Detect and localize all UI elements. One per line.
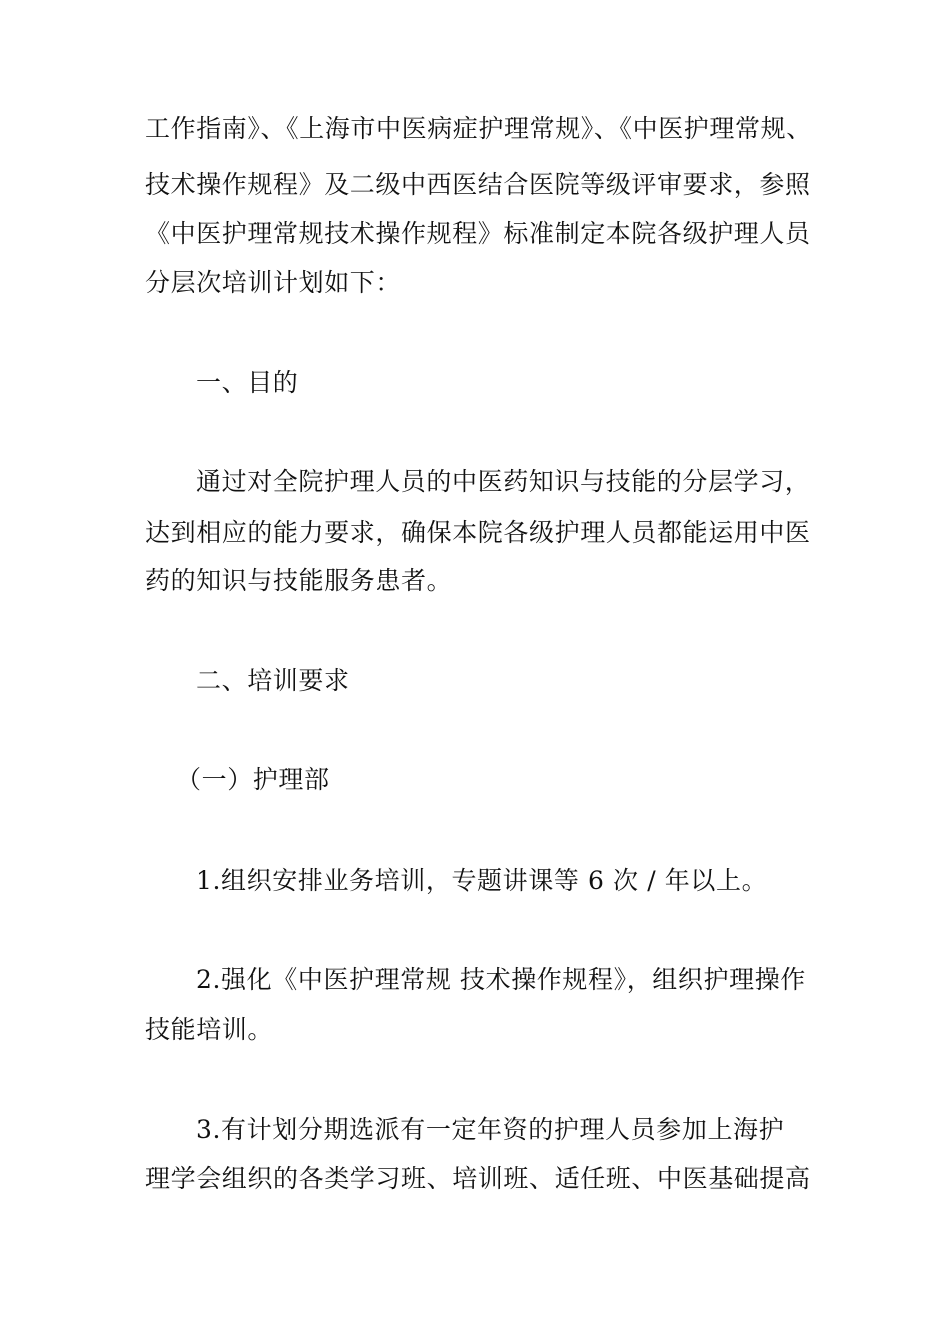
item-3-line-1: 3.有计划分期选派有一定年资的护理人员参加上海护 (196, 1115, 785, 1144)
intro-line-4: 分层次培训计划如下： (145, 268, 402, 297)
item-2-line-1: 2.强化《中医护理常规 技术操作规程》，组织护理操作 (196, 965, 806, 994)
subsection-heading-nursing-dept: （一）护理部 (176, 765, 330, 794)
item-3-line-2: 理学会组织的各类学习班、培训班、适任班、中医基础提高 (145, 1164, 811, 1193)
item-2-line-2: 技能培训。 (145, 1015, 274, 1044)
item-1-line-1: 1.组织安排业务培训，专题讲课等 6 次 / 年以上。 (196, 866, 768, 895)
intro-line-1: 工作指南》、《上海市中医病症护理常规》、《中医护理常规、 (145, 114, 812, 143)
purpose-line-3: 药的知识与技能服务患者。 (145, 566, 453, 595)
section-heading-training-requirements: 二、培训要求 (196, 666, 350, 695)
intro-line-2: 技术操作规程》及二级中西医结合医院等级评审要求，参照 (145, 170, 811, 199)
purpose-line-1: 通过对全院护理人员的中医药知识与技能的分层学习， (196, 467, 811, 496)
intro-line-3: 《中医护理常规技术操作规程》标准制定本院各级护理人员 (145, 219, 811, 248)
purpose-line-2: 达到相应的能力要求，确保本院各级护理人员都能运用中医 (145, 518, 811, 547)
section-heading-purpose: 一、目的 (196, 368, 299, 397)
